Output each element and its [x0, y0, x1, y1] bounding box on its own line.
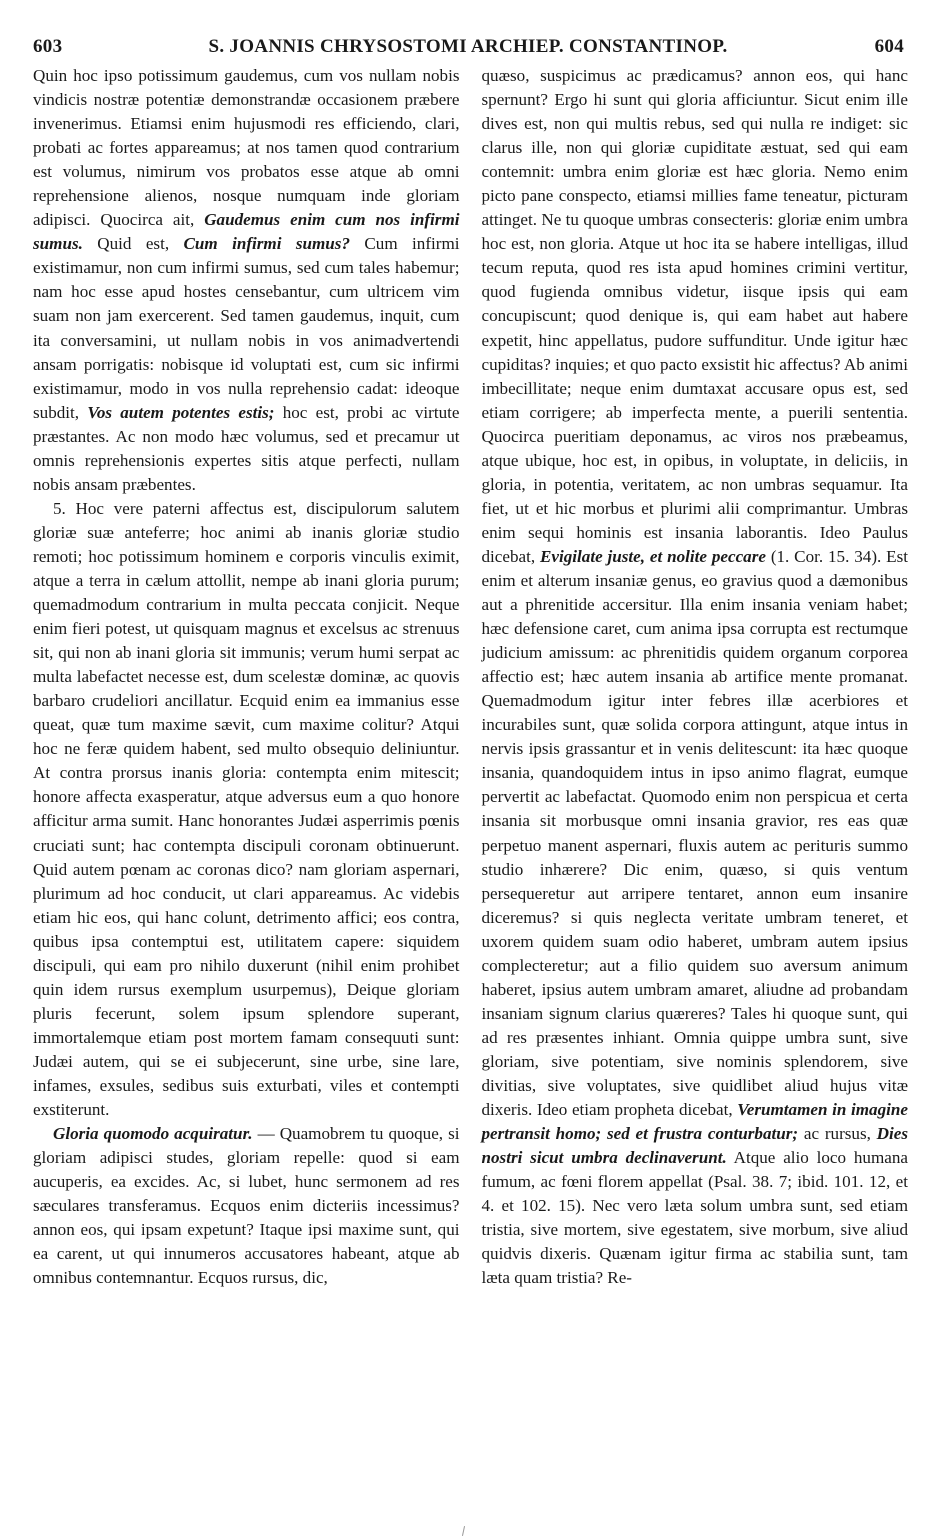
text-columns [33, 64, 908, 1290]
text-run: — Quamobrem tu quoque, si gloriam adipisci studes, gloriam repelle: quod si eam aucuperis, ea excides. Ac, si lubet, hunc sermonem ad res sæculares transferamus. Ecquos enim dicteriis incessimus? annon eos, qui ipsam expetunt? Itaque ipsi maxime sunt, qui ea carent, ut qui innumeros accusatores habeant, atque ab omnibus contemnantur. Ecquos rursus, dic, [33, 1124, 460, 1288]
left-column [33, 64, 460, 1290]
running-header [28, 36, 908, 62]
italic-run: Verumtamen in imagine pertransit homo; sed et frustra conturbatur; [481, 1100, 908, 1144]
italic-run: Gloria quomodo acquiratur. [53, 1124, 253, 1144]
text-run: Quin hoc ipso potissimum gaudemus, cum vos nullam nobis vindicis nostræ potentiæ demonstrandæ occasionem præbere invenerimus. Etiamsi enim hujusmodi res efficiendo, clari, probati ac fortes appareamus; at nos tamen quod contrarium est volumus, nimirum vos probatos esse atque ab omni reprehensione alienos, nosque numquam inde gloriam adipisci. Quocirca ait, [33, 66, 460, 230]
running-title: S. JOANNIS CHRYSOSTOMI ARCHIEP. CONSTANTINOP. [208, 36, 728, 57]
text-run: ac rursus, [798, 1124, 877, 1144]
stray-mark [462, 1526, 465, 1536]
text-run: hoc est, probi ac virtute præstantes. Ac non modo hæc volumus, sed et precamur ut omnis reprehensionis expertes sitis atque perfecti, nullam nobis ansam præbentes. [33, 402, 460, 494]
text-run: quæso, suspicimus ac prædicamus? annon eos, qui hanc spernunt? Ergo hi sunt qui gloria afficiuntur. Sicut enim ille dives est, non qui multis rebus, sed qui nulla re indiget: sic clarus ille, non qui gloriæ cupiditate æstuat, sed qui eam contemnit: umbra enim gloriæ est hæc gloria. Nemo enim picto pane conspecto, etiamsi millies fame teneatur, picturam attinget. Ne tu quoque umbras consecteris: gloriæ enim umbra hoc est, non gloria. Atque ut hoc ita se habere intelligas, illud tecum reputa, quod res ista apud homines crimini vertitur, quod fugienda omnibus videtur, iisque ipsis qui eam concupiscunt; quod denique is, qui eam habet aut habere expetit, hinc appellatus, pudore suffunditur. Unde igitur hæc cupiditas? inquies; et quo pacto exsistit hic affectus? Ab animi imbecillitate; neque enim dumtaxat accusare opus est, sed etiam corrigere; ab imperfecta mente, a puerili sententia. Quocirca pueritiam deponamus, ac viros nos præbeamus, atque ubique, hoc est, in opibus, in voluptate, in deliciis, in gloria, in potentia, veritatem, ac non umbras sequamur. Ita fiet, ut et hic morbus et plurimi alii comprimantur. Umbras enim sequi hominis est insania laborantis. Ideo Paulus dicebat, [481, 66, 908, 566]
italic-run: Gaudemus enim cum nos infirmi sumus. [33, 210, 460, 254]
paragraph [33, 64, 460, 497]
paragraph [482, 64, 909, 1290]
text-run: Quid est, [82, 234, 184, 254]
italic-run: Vos autem potentes estis; [87, 402, 275, 422]
italic-run: Cum infirmi sumus? [183, 234, 351, 254]
right-page-number: 604 [874, 36, 904, 57]
right-column [482, 64, 909, 1290]
paragraph [33, 1122, 460, 1290]
text-run: (1. Cor. 15. 34). Est enim et alterum insaniæ genus, eo gravius quod a dæmonibus aut a phrenitide accersitur. Illa enim insania veniam habet; hæc defensione caret, cum anima ipsa corrupta est rectumque judicium amissum: ac phrenitidis quidem organum corporea affectio est; hæc autem insania ab artifice mente promanat. Quemadmodum igitur inter febres illæ acerbiores et incurabiles sunt, quæ solida corpora attingunt, atque intus in nervis ipsis grassantur et in venis delitescunt: ita hæc quoque insania, quandoquidem intus in ipso animo flagrat, eumque pervertit ac labefactat. Quomodo enim non perspicua et certa insania sit morbusque omni insania gravior, res eas quæ perpetuo manent aspernari, fluxis autem ac perituris summo studio inhærere? Dic enim, quæso, si quis ventum persequeretur aut arripere tentaret, annon eum insanire diceremus? si quis neglecta veritate umbram teneret, et uxorem quidem suam odio haberet, umbram autem ipsius complecteretur; aut a filio quidem suo aversum animum haberet, ipsius autem umbram amaret, aliudne ad probandam insaniam signum clarius quæreres? Tales hi quoque sunt, qui ad res præsentes inhiant. Omnia quippe umbra sunt, sive gloriam, sive potentiam, sive nominis splendorem, sive divitias, sive voluptates, sive quidlibet aliud hujus vitæ dixeris. Ideo etiam propheta dicebat, [481, 546, 909, 1120]
paragraph: 5. Hoc vere paterni affectus est, discipulorum salutem gloriæ suæ anteferre; hoc animi ab inanis gloriæ studio remoti; hoc potissimum hominem e corporis vinculis eximit, atque a terra in cælum attollit, nempe ab inani gloria purum; quemadmodum contrarium in multa peccata conjicit. Neque enim fieri potest, ut quisquam magnus et excelsus ac strenuus sit, qui non ab inani gloria sit immunis; verum humi serpat ac multa labefactet necesse est, dum scelestæ dominæ, ac quovis barbaro crudeliori ancillatur. Ecquid enim ea immanius esse queat, quæ tum maxime sævit, cum maxime colitur? Atqui hoc ne feræ quidem habent, sed multo obsequio deliniuntur. At contra prorsus inanis gloria: contempta enim mitescit; honore affecta exasperatur, atque adversus eum a quo honore afficitur arma sumit. Hanc honorantes Judæi asperrimis pœnis cruciati sunt; hac contempta discipuli coronam obtinuerunt. Quid autem pœnam ac coronas dico? nam gloriam aspernari, plurimum ad hoc conducit, ut clari appareamus. Ac videbis etiam hic eos, qui hanc colunt, detrimento affici; eos contra, quibus ipsa contemptui est, utilitatem capere: siquidem discipuli, qui eam pro nihilo duxerunt (nihil enim prohibet quin idem rursus exemplum usurpemus), Deique gloriam pluris fecerunt, solem ipsum splendore superant, immortalemque etiam post mortem famam consequuti sunt: Judæi autem, qui se ei subjecerunt, sine urbe, sine lare, infames, exsules, sedibus suis exturbati, viles et contempti exstiterunt. [33, 498, 460, 1120]
text-run: Atque alio loco humana fumum, ac fœni florem appellat (Psal. 38. 7; ibid. 101. 12, et 4. et 102. 15). Nec vero læta solum umbra sunt, sed etiam tristia, sive mortem, sive egestatem, sive morbum, sive aliud quidvis dixeris. Quænam igitur firma ac stabilia sunt, tam læta quam tristia? Re- [481, 1148, 908, 1288]
left-page-number: 603 [33, 36, 63, 57]
italic-run: Dies nostri sicut umbra declinaverunt. [481, 1124, 908, 1168]
italic-run: Evigilate juste, et nolite peccare [540, 546, 766, 566]
text-run: Cum infirmi existimamur, non cum infirmi sumus, sed cum tales habemur; nam hoc esse apud hostes censebantur, cum ultricem vim suam non jam exercerent. Sed tamen gaudemus, inquit, cum ita conversamini, ut nullam nobis in vos animadvertendi ansam porrigatis: nobisque id voluptati est, cum sic infirmi existimamur, modo in vos nulla reprehensio cadat: ideoque subdit, [33, 234, 460, 422]
